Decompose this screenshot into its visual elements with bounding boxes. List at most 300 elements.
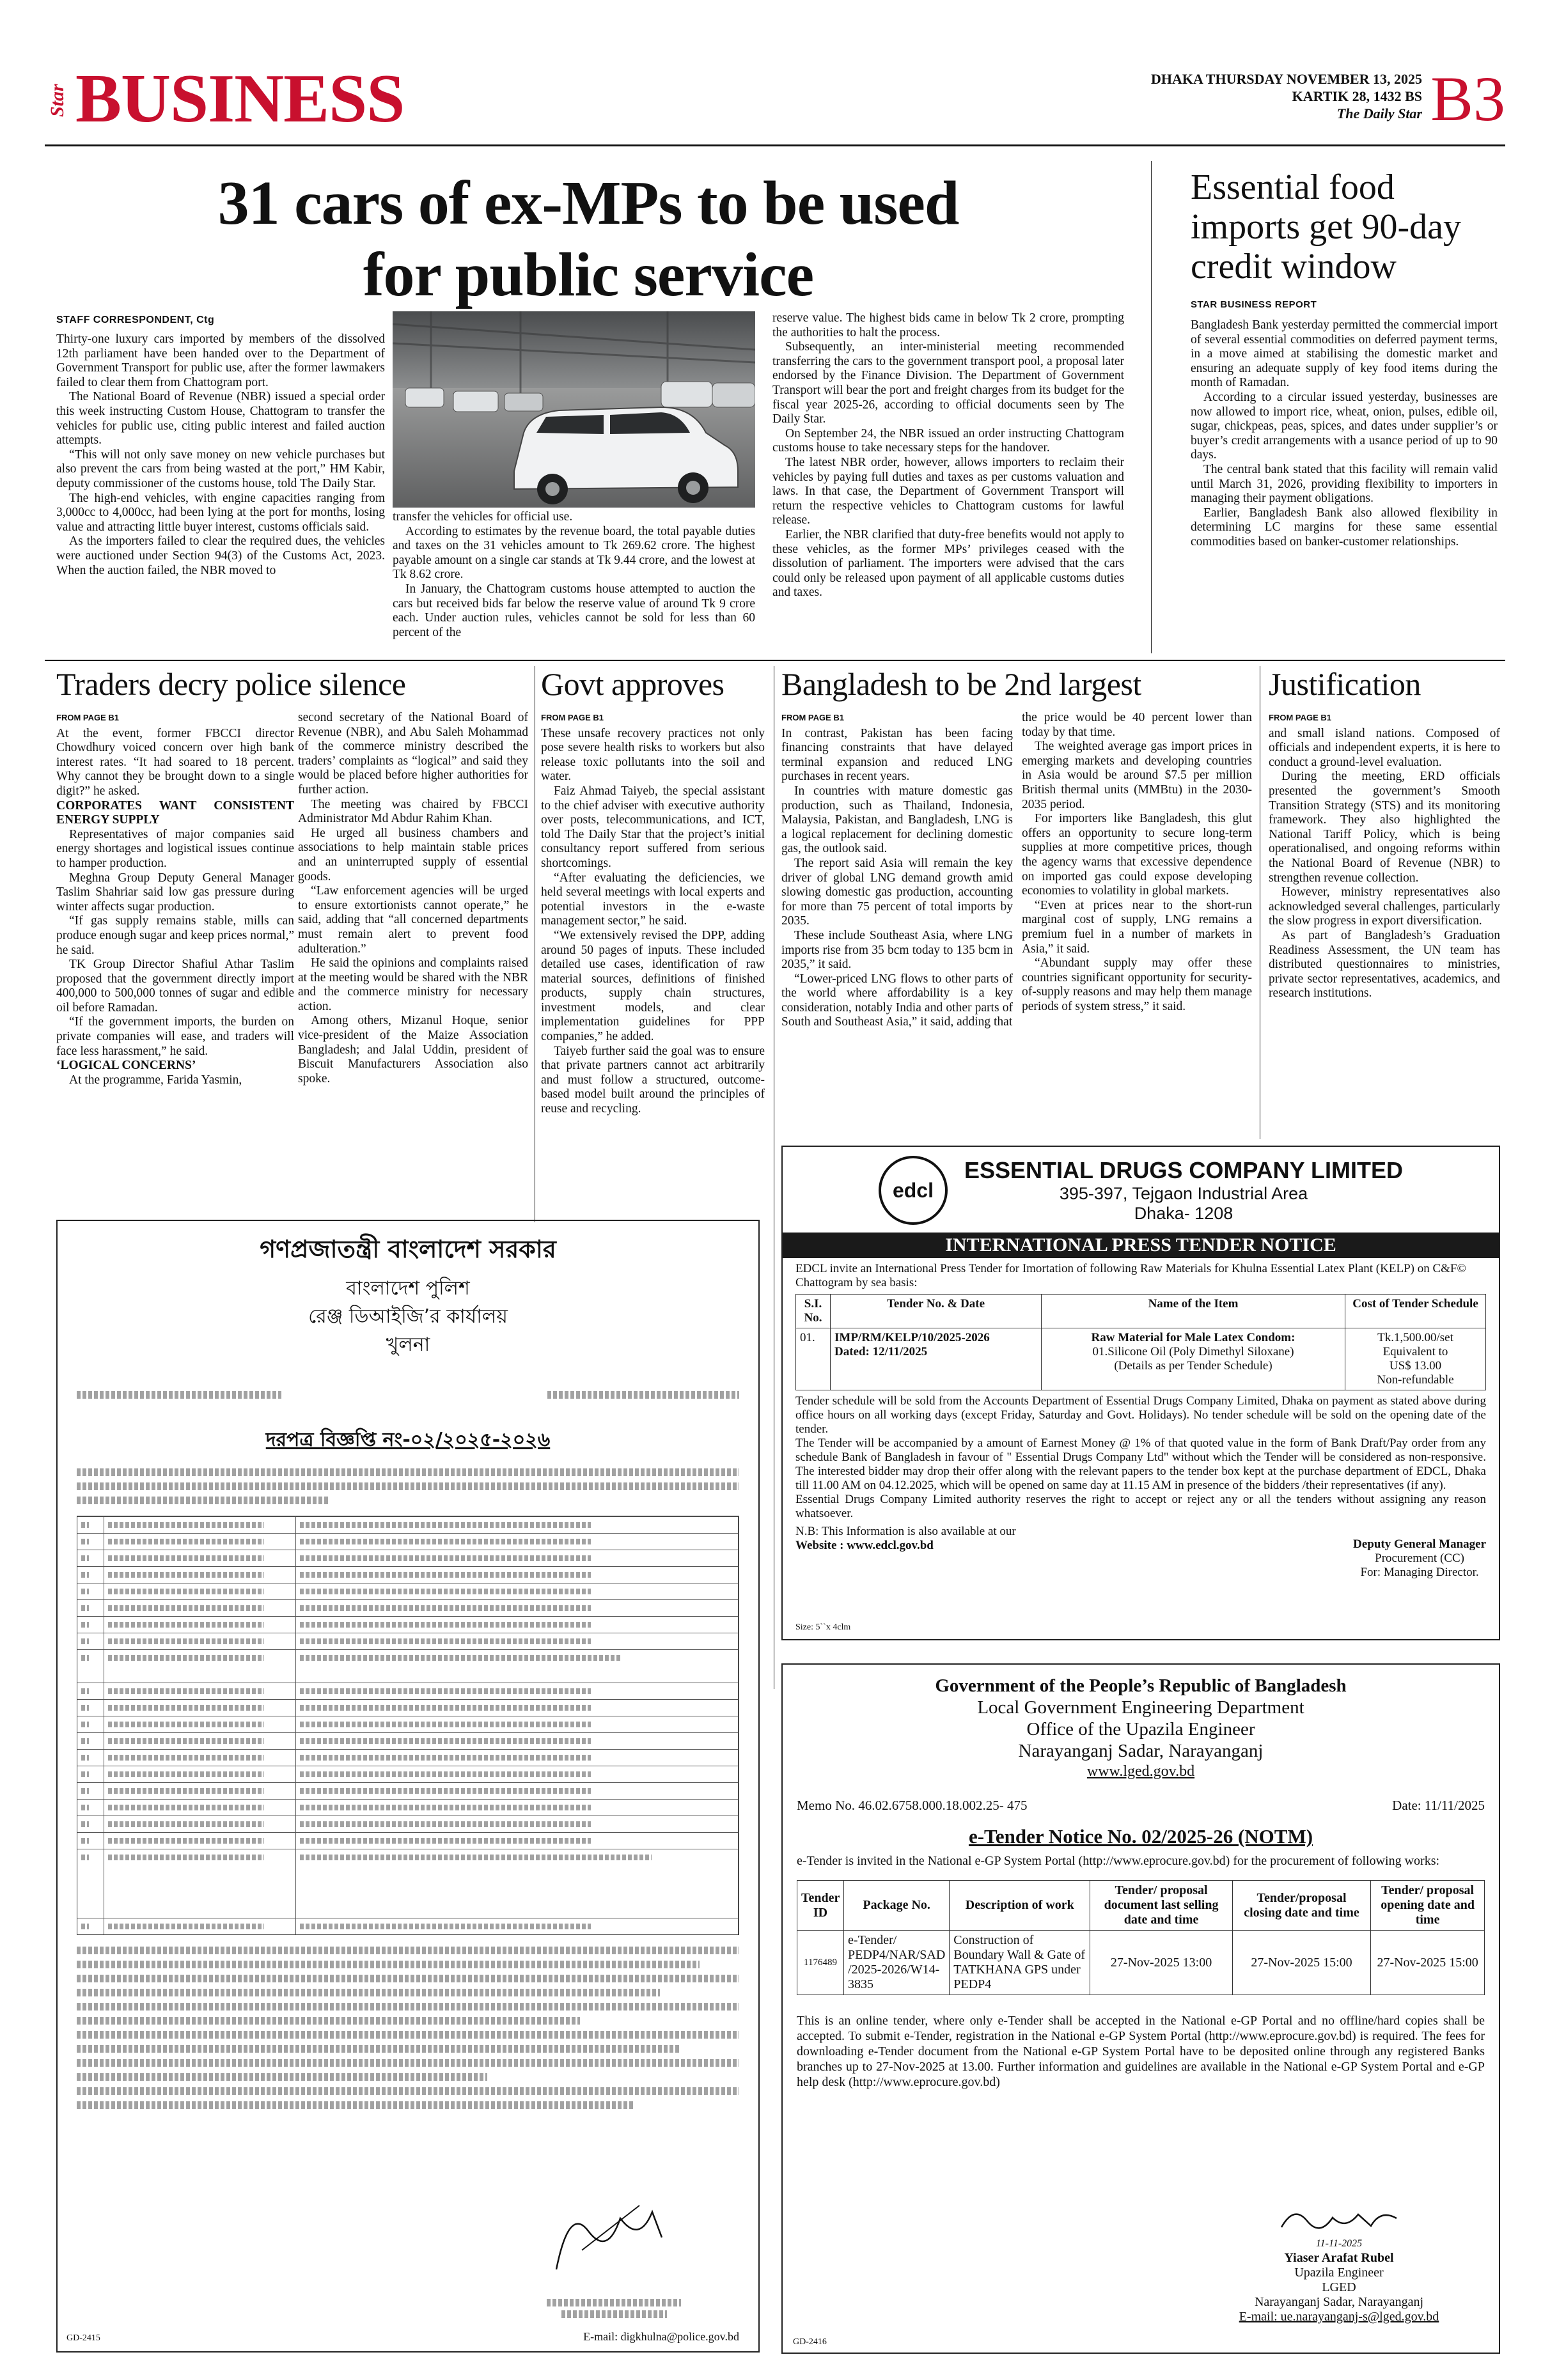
from-page-label: FROM PAGE B1 <box>541 713 604 722</box>
th-cost: Cost of Tender Schedule <box>1345 1295 1486 1328</box>
lged-email[interactable]: E-mail: ue.narayanganj-s@lged.gov.bd <box>1239 2310 1439 2324</box>
traders-subhead: CORPORATES WANT CONSISTENT ENERGY SUPPLY <box>56 798 294 827</box>
cell-selling: 27-Nov-2025 13:00 <box>1090 1931 1233 1995</box>
lead-column-3 <box>772 311 1124 600</box>
text-line <box>77 1497 329 1504</box>
traders-subhead: ‘LOGICAL CONCERNS’ <box>56 1059 196 1073</box>
bd-paragraph: The report said Asia will remain the key driver of global LNG demand growth amid slowing domestic gas production, accounting for more than 75 percent of total imports by 2035. <box>781 856 1013 928</box>
justification-paragraph: During the meeting, ERD officials presented the government’s Smooth Transition Strategy (STS) and its monitoring framework. They also highlighted the National Tariff Policy, which is being operationalised, and ongoing reforms within the National Board of Revenue (NBR) to strengthen revenue collection. <box>1269 770 1500 885</box>
th-selling: Tender/ proposal document last selling date and time <box>1090 1881 1233 1931</box>
text-line <box>108 1838 264 1844</box>
text-line <box>108 1805 264 1810</box>
govt-paragraph: These unsafe recovery practices not only pose severe health risks to workers but also release toxic pollutants into the soil and water. <box>541 726 765 784</box>
text-line <box>108 1655 264 1661</box>
text-line <box>108 1522 264 1528</box>
police-table-row <box>77 1918 739 1934</box>
text-line <box>108 1738 264 1744</box>
police-table-row <box>77 1699 739 1716</box>
police-table-cell <box>296 1750 739 1766</box>
police-table-cell <box>296 1583 739 1599</box>
text-line <box>81 1522 89 1528</box>
edcl-tender-table <box>795 1294 1486 1390</box>
lged-signatory-line: LGED <box>1322 2280 1356 2294</box>
bd-paragraph: “Lower-priced LNG flows to other parts of the world where affordability is a key consideration, notably India and other parts of South and Southeast Asia,” it said, adding that <box>781 972 1013 1029</box>
lead-paragraph: Thirty-one luxury cars imported by members of the dissolved 12th parliament have been handed over to the Department of Government Transport for public use, after the former lawmakers failed to clear them from Chattogram port. <box>56 332 385 389</box>
text-line <box>77 1975 739 1982</box>
police-table-cell <box>104 1633 296 1649</box>
text-line <box>561 2310 667 2318</box>
police-table-cell <box>104 1517 296 1533</box>
text-line <box>81 1771 89 1777</box>
cars-parking-photo <box>393 311 755 508</box>
th-description: Description of work <box>950 1881 1090 1931</box>
govt-body <box>541 711 765 1117</box>
police-table-cell <box>77 1733 104 1749</box>
cost-line: Equivalent to <box>1382 1345 1448 1358</box>
justification-paragraph: However, ministry representatives also acknowledged several challenges, particularly the slow progress in export diversification. <box>1269 885 1500 928</box>
text-line <box>300 1605 591 1611</box>
police-table-cell <box>104 1583 296 1599</box>
justification-paragraph: and small island nations. Composed of officials and independent experts, it is here to conduct a ground-level evaluation. <box>1269 726 1500 769</box>
star-logo: Star <box>47 84 68 117</box>
text-line <box>300 1805 591 1810</box>
section-title: BUSINESS <box>75 61 405 137</box>
traders-paragraph: Among others, Mizanul Hoque, senior vice-president of the Maize Association Bangladesh; and Jalal Uddin, president of Biscuit Manufacturers Association also spoke. <box>298 1014 528 1085</box>
lead-column-2 <box>393 510 755 640</box>
police-table-cell <box>296 1783 739 1799</box>
police-table-cell <box>77 1600 104 1616</box>
th-package: Package No. <box>844 1881 950 1931</box>
police-table-cell <box>77 1800 104 1816</box>
cell-package: e-Tender/ PEDP4/NAR/SAD /2025-2026/W14-3835 <box>844 1931 950 1995</box>
traders-paragraph: Representatives of major companies said energy shortages and logistical issues continue to hamper production. <box>56 827 294 870</box>
text-line <box>81 1855 89 1860</box>
lead-headline-line1: 31 cars of ex-MPs to be used <box>217 169 959 238</box>
lead-headline <box>51 167 1125 311</box>
text-line <box>77 1989 660 1996</box>
traders-headline: Traders decry police silence <box>56 666 406 702</box>
police-table-row <box>77 1516 739 1533</box>
govt-paragraph: “We extensively revised the DPP, adding around 50 pages of inputs. These included detailed use cases, identification of raw material sources, definitions of finished products, supply chain structures, investment models, and clear implementation guidelines for PPP companies,” he added. <box>541 928 765 1044</box>
traders-column-2 <box>298 711 528 1086</box>
text-line <box>108 1755 264 1761</box>
police-table-cell <box>77 1750 104 1766</box>
police-table-cell <box>296 1766 739 1782</box>
police-table-cell <box>296 1733 739 1749</box>
lead-paragraph: “This will not only save money on new vehicle purchases but also prevent the cars from being wasted at the port,” HM Kabir, deputy commissioner of the customs house, told The Daily Star. <box>56 447 385 490</box>
police-table-cell <box>296 1517 739 1533</box>
edcl-sign-line: Procurement (CC) <box>1375 1552 1464 1565</box>
police-notice-title: দরপত্র বিজ্ঞপ্তি নং-০২/২০২৫-২০২৬ <box>265 1429 551 1451</box>
police-table-cell <box>77 1849 104 1918</box>
th-tender-id: Tender ID <box>797 1881 844 1931</box>
police-table-cell <box>77 1567 104 1583</box>
police-table-cell <box>77 1833 104 1849</box>
text-line <box>300 1688 591 1694</box>
text-line <box>81 1622 89 1628</box>
lged-ad <box>781 1663 1500 2354</box>
lged-paragraph: This is an online tender, where only e-Tender shall be accepted in the National e-GP Portal and no offline/hard copies shall be accepted. To submit e-Tender, registration in the National e-GP System Portal (http://www.eprocure.gov.bd) is required. The fees for downloading e-Tender document from the National e-GP System Portal have to be deposited online through any registered Banks branches up to 27-Nov-2025 at 13.00. Further information and guidelines are available in the National e-GP System Portal and e-GP help desk (http://www.eprocure.gov.bd) <box>797 2014 1485 2089</box>
text-line <box>300 1738 591 1744</box>
text-line <box>300 1572 591 1578</box>
text-line <box>300 1522 591 1528</box>
bd-column-2 <box>1022 711 1252 1014</box>
lged-gd-code: GD-2416 <box>793 2337 827 2347</box>
police-table-cell <box>296 1650 739 1683</box>
lged-title-4: Narayanganj Sadar, Narayanganj <box>1018 1741 1264 1761</box>
food-paragraph: The central bank stated that this facility will remain valid until March 31, 2026, providing flexibility to importers in managing their payment obligations. <box>1191 462 1498 506</box>
th-tender: Tender No. & Date <box>831 1295 1042 1328</box>
police-table-cell <box>104 1733 296 1749</box>
text-line <box>77 2017 580 2025</box>
text-line <box>81 1655 89 1661</box>
masthead-rule <box>45 144 1505 146</box>
dateline-date: DHAKA THURSDAY NOVEMBER 13, 2025 <box>1151 71 1422 87</box>
cell-tender-id: 1176489 <box>797 1931 844 1995</box>
police-table-row <box>77 1732 739 1749</box>
lged-signatory-line: Upazila Engineer <box>1294 2266 1384 2280</box>
text-line <box>300 1589 591 1594</box>
lged-title-1: Government of the People’s Republic of Bangladesh <box>935 1676 1347 1696</box>
bd-paragraph: “Even at prices near to the short-run marginal cost of supply, LNG remains a premium fuel in a number of markets in Asia,” it said. <box>1022 898 1252 956</box>
th-opening: Tender/ proposal opening date and time <box>1371 1881 1485 1931</box>
text-line <box>108 1855 264 1860</box>
text-line <box>300 1924 591 1929</box>
edcl-website[interactable]: Website : www.edcl.gov.bd <box>795 1539 934 1552</box>
text-line <box>300 1705 591 1711</box>
text-line <box>300 1539 591 1544</box>
cost-line: Non-refundable <box>1377 1373 1454 1387</box>
bd-paragraph: In countries with mature domestic gas production, such as Thailand, Indonesia, Malaysia, Pakistan, and Bangladesh, LNG is a logical replacement for declining domestic gas, the outlook said. <box>781 784 1013 856</box>
police-table-cell <box>104 1700 296 1716</box>
edcl-company-name: ESSENTIAL DRUGS COMPANY LIMITED <box>964 1157 1404 1183</box>
lged-signatory-line: Narayanganj Sadar, Narayanganj <box>1254 2295 1424 2309</box>
text-line <box>81 1555 89 1561</box>
lged-notice-title: e-Tender Notice No. 02/2025-26 (NOTM) <box>968 1825 1313 1847</box>
text-line <box>108 1605 264 1611</box>
govt-paragraph: “After evaluating the deficiencies, we held several meetings with local experts and potential investors in the e-waste management sector,” he said. <box>541 871 765 928</box>
lead-paragraph: transfer the vehicles for official use. <box>393 510 573 524</box>
police-table-cell <box>296 1816 739 1832</box>
edcl-banner: INTERNATIONAL PRESS TENDER NOTICE <box>783 1233 1499 1258</box>
police-table-cell <box>77 1700 104 1716</box>
text-line <box>108 1705 264 1711</box>
police-table-row <box>77 1716 739 1732</box>
lged-signatory-name: Yiaser Arafat Rubel <box>1284 2251 1394 2265</box>
police-table-cell <box>104 1800 296 1816</box>
police-table-cell <box>77 1918 104 1934</box>
bd-column-1 <box>781 711 1013 1030</box>
police-table-cell <box>296 1550 739 1566</box>
police-gd-code: GD-2415 <box>67 2333 100 2343</box>
traders-paragraph: “Law enforcement agencies will be urged to ensure extortionists cannot operate,” he said, adding that “all concerned departments must remain alert to prevent food adulteration.” <box>298 884 528 956</box>
lead-paragraph: reserve value. The highest bids came in below Tk 2 crore, prompting the authorities to halt the process. <box>772 311 1124 339</box>
lged-website[interactable]: www.lged.gov.bd <box>1086 1763 1195 1780</box>
text-line <box>81 1688 89 1694</box>
police-table-cell <box>104 1650 296 1683</box>
police-table-cell <box>77 1534 104 1550</box>
lged-signature <box>1269 2202 1409 2237</box>
text-line <box>81 1705 89 1711</box>
text-line <box>108 1722 264 1727</box>
lead-headline-line2: for public service <box>363 240 814 309</box>
text-line <box>81 1539 89 1544</box>
police-table-cell <box>104 1534 296 1550</box>
police-table-row <box>77 1849 739 1918</box>
text-line <box>81 1924 89 1929</box>
lged-signature-date: 11-11-2025 <box>1315 2238 1363 2249</box>
text-line <box>77 1391 281 1399</box>
police-table-row <box>77 1550 739 1566</box>
bd-paragraph: the price would be 40 percent lower than today by that time. <box>1022 711 1252 739</box>
text-line <box>77 2073 487 2081</box>
police-table-row <box>77 1816 739 1832</box>
cost-line: US$ 13.00 <box>1389 1359 1442 1373</box>
bd-headline: Bangladesh to be 2nd largest <box>781 666 1141 702</box>
cell-opening: 27-Nov-2025 15:00 <box>1371 1931 1485 1995</box>
police-table-cell <box>296 1716 739 1732</box>
police-table-cell <box>104 1550 296 1566</box>
text-line <box>300 1855 652 1860</box>
police-table-row <box>77 1766 739 1782</box>
edcl-ad-size: Size: 5``x 4clm <box>795 1622 851 1632</box>
police-table-row <box>77 1599 739 1616</box>
police-title-4: খুলনা <box>386 1334 430 1356</box>
text-line <box>300 1655 621 1661</box>
text-line <box>77 2003 739 2011</box>
police-table-cell <box>104 1600 296 1616</box>
text-line <box>81 1805 89 1810</box>
text-line <box>77 1482 739 1490</box>
police-table-cell <box>77 1517 104 1533</box>
police-tender-table <box>77 1516 739 1935</box>
dateline <box>1151 70 1422 122</box>
police-signature <box>544 2193 671 2282</box>
traders-paragraph: At the programme, Farida Yasmin, <box>69 1073 242 1087</box>
lged-intro: e-Tender is invited in the National e-GP System Portal (http://www.eprocure.gov.bd) for the procurement of following works: <box>797 1854 1440 1868</box>
govt-paragraph: Faiz Ahmad Taiyeb, the special assistant to the chief adviser with executive authority over posts, telecommunications, and ICT, told The Daily Star that the project’s initial consultancy report suffered from serious shortcomings. <box>541 784 765 870</box>
lead-paragraph: In January, the Chattogram customs house attempted to auction the cars but received bids far below the reserve value of around Tk 9 crore each. Under auction rules, vehicles cannot be sold for less than 60 percent of the <box>393 582 755 639</box>
text-line <box>81 1788 89 1794</box>
lead-paragraph: Earlier, the NBR clarified that duty-free benefits would not apply to these vehicles, as the former MPs’ privileges ceased with the dissolution of parliament. The importers were advised that the cars could only be released upon payment of all applicable customs duties and taxes. <box>772 527 1124 600</box>
govt-headline: Govt approves <box>541 666 724 702</box>
lead-paragraph: The latest NBR order, however, allows importers to reclaim their vehicles by paying full duties and taxes as per customs valuation and laws. In that case, the Department of Government Transport will return the respective vehicles to Chattogram customs for lawful release. <box>772 455 1124 527</box>
text-line <box>81 1722 89 1727</box>
text-line <box>108 1589 264 1594</box>
from-page-label: FROM PAGE B1 <box>1269 713 1331 722</box>
edcl-address-1: 395-397, Tejgaon Industrial Area <box>1059 1184 1308 1203</box>
page-number: B3 <box>1430 63 1505 134</box>
text-line <box>108 1638 264 1644</box>
text-line <box>300 1788 591 1794</box>
traders-column-1 <box>56 711 294 1087</box>
text-line <box>300 1755 591 1761</box>
edcl-logo <box>879 1156 948 1225</box>
dateline-bengali: KARTIK 28, 1432 BS <box>1292 88 1422 104</box>
lged-title-3: Office of the Upazila Engineer <box>1026 1719 1255 1739</box>
police-table-cell <box>104 1683 296 1699</box>
text-line <box>81 1738 89 1744</box>
text-line <box>77 1947 739 1954</box>
edcl-sign-title: Deputy General Manager <box>1353 1537 1486 1551</box>
item-line: Raw Material for Male Latex Condom: <box>1091 1331 1296 1344</box>
police-table-cell <box>296 1849 739 1918</box>
police-tender-ad <box>56 1220 760 2353</box>
police-title-2: বাংলাদেশ পুলিশ <box>346 1277 470 1300</box>
bd-paragraph: These include Southeast Asia, where LNG imports rise from 35 bcm today to 135 bcm in 2035,” it said. <box>781 928 1013 972</box>
police-table-cell <box>77 1583 104 1599</box>
edcl-nb: N.B: This Information is also available at our <box>795 1525 1016 1538</box>
police-table-row <box>77 1649 739 1683</box>
police-table-cell <box>104 1766 296 1782</box>
police-table-cell <box>77 1617 104 1633</box>
column-divider <box>1151 161 1152 653</box>
cell-cost <box>1345 1328 1486 1390</box>
traders-paragraph: “If the government imports, the burden on private companies will ease, and traders will face less harassment,” he said. <box>56 1015 294 1058</box>
edcl-paragraph: Essential Drugs Company Limited authority reserves the right to accept or reject any or all the tenders without assigning any reason whatsoever. <box>795 1493 1486 1520</box>
police-table-cell <box>104 1750 296 1766</box>
text-line <box>81 1605 89 1611</box>
text-line <box>77 1468 739 1476</box>
text-line <box>108 1771 264 1777</box>
text-line <box>81 1838 89 1844</box>
masthead <box>45 61 1505 151</box>
cell-tender <box>831 1328 1042 1390</box>
text-line <box>108 1924 264 1929</box>
police-table-row <box>77 1633 739 1649</box>
police-table-cell <box>77 1783 104 1799</box>
lead-paragraph: The high-end vehicles, with engine capacities ranging from 3,000cc to 4,000cc, had been lying at the port for months, losing value and attracting little buyer interest, customs officials said. <box>56 491 385 534</box>
police-table-cell <box>77 1650 104 1683</box>
lead-paragraph: Subsequently, an inter-ministerial meeting recommended transferring the cars to the government transport pool, a proposal later endorsed by the Finance Division. The Department of Government Transport will bear the port and freight charges from its budget for the fiscal year 2025-26, according to official documents seen by The Daily Star. <box>772 340 1124 426</box>
justification-body <box>1269 711 1500 1001</box>
lged-date: Date: 11/11/2025 <box>1392 1798 1485 1813</box>
police-table-cell <box>296 1600 739 1616</box>
tender-date: Dated: 12/11/2025 <box>834 1345 928 1358</box>
th-closing: Tender/proposal closing date and time <box>1232 1881 1370 1931</box>
edcl-paragraph: The Tender will be accompanied by a amount of Earnest Money @ 1% of that quoted value in the form of Bank Draft/Pay order from any schedule Bank of Bangladesh in favour of " Essential Drugs Company Ltd" without which the Tender will be considered as non-responsive. The interested bidder may drop their offer along with the relevant papers to the tender box kept at the purchase department of EDCL, Dhaka till 11.00 AM on 04.12.2025, which will be opened on same day at 11.15 AM in presence of the bidders /their representatives (if any). <box>795 1436 1486 1492</box>
bd-paragraph: In contrast, Pakistan has been facing financing constraints that have delayed terminal expansion and reduced LNG purchases in recent years. <box>781 726 1013 784</box>
text-line <box>108 1788 264 1794</box>
text-line <box>300 1838 591 1844</box>
text-line <box>77 1961 700 1968</box>
traders-paragraph: TK Group Director Shafiul Athar Taslim proposed that the government directly import 400,000 to 500,000 tonnes of sugar and edible oil before Ramadan. <box>56 958 294 1015</box>
police-table-cell <box>104 1617 296 1633</box>
text-line <box>300 1821 591 1827</box>
text-line <box>300 1555 591 1561</box>
edcl-logo-text: edcl <box>892 1178 934 1202</box>
police-table-row <box>77 1533 739 1550</box>
police-table-row <box>77 1583 739 1599</box>
police-table-cell <box>296 1700 739 1716</box>
memo-line-placeholder <box>77 1385 739 1405</box>
text-line <box>108 1688 264 1694</box>
edcl-paragraph: Tender schedule will be sold from the Accounts Department of Essential Drugs Company Limited, Dhaka on payment as stated above during office hours on all working days (except Friday, Saturday and Govt. Holidays). No tender schedule will be sold on the opening date of the tender. <box>795 1394 1486 1436</box>
police-table-row <box>77 1566 739 1583</box>
police-table-cell <box>77 1683 104 1699</box>
traders-paragraph: “If gas supply remains stable, mills can produce enough sugar and keep prices normal,” he said. <box>56 914 294 957</box>
lead-paragraph: On September 24, the NBR issued an order instructing Chattogram customs house to take necessary steps for the handover. <box>772 426 1124 455</box>
text-line <box>77 2087 739 2095</box>
police-table-cell <box>104 1716 296 1732</box>
text-line <box>81 1821 89 1827</box>
police-email[interactable]: E-mail: digkhulna@police.gov.bd <box>583 2330 739 2343</box>
text-line <box>300 1722 591 1727</box>
police-table-cell <box>77 1716 104 1732</box>
police-title-3: রেঞ্জ ডিআইজি’র কার্যালয় <box>308 1305 508 1328</box>
police-table-row <box>77 1799 739 1816</box>
text-line <box>300 1638 591 1644</box>
text-line <box>81 1638 89 1644</box>
police-title-1: গণপ্রজাতন্ত্রী বাংলাদেশ সরকার <box>260 1235 556 1263</box>
from-page-label: FROM PAGE B1 <box>56 713 119 722</box>
food-headline: Essential food imports get 90-day credit window <box>1191 167 1462 286</box>
text-line <box>77 2031 739 2039</box>
police-table-cell <box>296 1800 739 1816</box>
police-table-cell <box>296 1833 739 1849</box>
lead-paragraph: According to estimates by the revenue board, the total payable duties and taxes on the 31 vehicles amount to Tk 269.62 crore. The highest payable amount on a single car stands at Tk 9.44 crore, and the lowest at Tk 8.62 crore. <box>393 524 755 582</box>
text-line <box>300 1622 591 1628</box>
edcl-ad <box>781 1146 1500 1640</box>
th-sl: S.I. No. <box>796 1295 831 1328</box>
text-line <box>77 2045 680 2053</box>
bd-paragraph: “Abundant supply may offer these countries significant opportunity for security-of-supply reasons and may help them manage periods of system stress,” it said. <box>1022 956 1252 1013</box>
lged-title-2: Local Government Engineering Department <box>977 1697 1304 1718</box>
bd-paragraph: For importers like Bangladesh, this glut offers an opportunity to secure long-term supplies at more competitive prices, though the agency warns that excessive dependence on imported gas could expose developing economies to volatility in global markets. <box>1022 812 1252 898</box>
police-table-cell <box>77 1633 104 1649</box>
police-table-cell <box>77 1816 104 1832</box>
paper-name: The Daily Star <box>1336 105 1422 121</box>
text-line <box>108 1622 264 1628</box>
bd-paragraph: The weighted average gas import prices in emerging markets and developing countries in Asia would be around $7.5 per million British thermal units (MMBtu) in the 2030-2035 period. <box>1022 740 1252 811</box>
traders-paragraph: He said the opinions and complaints raised at the meeting would be shared with the NBR and the commerce ministry for necessary action. <box>298 956 528 1013</box>
police-table-rows <box>77 1516 739 1934</box>
police-table-cell <box>296 1683 739 1699</box>
edcl-address-2: Dhaka- 1208 <box>1134 1204 1233 1223</box>
cost-line: Tk.1,500.00/set <box>1377 1331 1453 1344</box>
lged-tender-table <box>797 1880 1485 1995</box>
food-paragraph: According to a circular issued yesterday, businesses are now allowed to import rice, wheat, onion, pulses, edible oil, sugar, chickpeas, peas, spices, and dates under supplier’s or buyer’s credit arrangements with a usance period of up to 90 days. <box>1191 390 1498 462</box>
govt-paragraph: Taiyeb further said the goal was to ensure that private partners cannot act arbitrarily and must follow a structured, outcome-based model built around the principles of reuse and recycling. <box>541 1044 765 1116</box>
police-table-cell <box>77 1766 104 1782</box>
food-paragraph: Bangladesh Bank yesterday permitted the commercial import of several essential commodities on deferred payment terms, in a move aimed at stabilising the domestic market and ensuring an adequate supply of key food items during the month of Ramadan. <box>1191 318 1498 390</box>
tender-number: IMP/RM/KELP/10/2025-2026 <box>834 1331 990 1344</box>
traders-paragraph: Meghna Group Deputy General Manager Taslim Shahriar said low gas pressure during winter affects sugar production. <box>56 871 294 914</box>
text-line <box>81 1572 89 1578</box>
police-table-row <box>77 1832 739 1849</box>
item-line: 01.Silicone Oil (Poly Dimethyl Siloxane) <box>1092 1345 1294 1358</box>
traders-paragraph: He urged all business chambers and associations to help maintain stable prices and an uninterrupted supply of essential goods. <box>298 826 528 883</box>
text-line <box>547 2299 681 2306</box>
food-paragraph: Earlier, Bangladesh Bank also allowed flexibility in determining LC margins for these same essential commodities based on banker-customer relationships. <box>1191 506 1498 548</box>
lead-paragraph: As the importers failed to clear the required dues, the vehicles were auctioned under Section 94(3) of the Customs Act, 2023. When the auction failed, the NBR moved to <box>56 534 385 577</box>
police-table-cell <box>104 1783 296 1799</box>
section-rule <box>45 660 1505 661</box>
text-line <box>108 1572 264 1578</box>
police-table-cell <box>104 1833 296 1849</box>
text-line <box>547 1391 739 1399</box>
lged-memo: Memo No. 46.02.6758.000.18.002.25- 475 <box>797 1798 1028 1813</box>
police-table-row <box>77 1683 739 1699</box>
police-table-cell <box>296 1633 739 1649</box>
cell-item <box>1042 1328 1345 1390</box>
edcl-sign-line: For: Managing Director. <box>1360 1566 1479 1579</box>
police-table-cell <box>104 1816 296 1832</box>
police-table-cell <box>104 1849 296 1918</box>
text-line <box>77 2059 739 2067</box>
text-line <box>77 2101 633 2109</box>
text-line <box>108 1539 264 1544</box>
